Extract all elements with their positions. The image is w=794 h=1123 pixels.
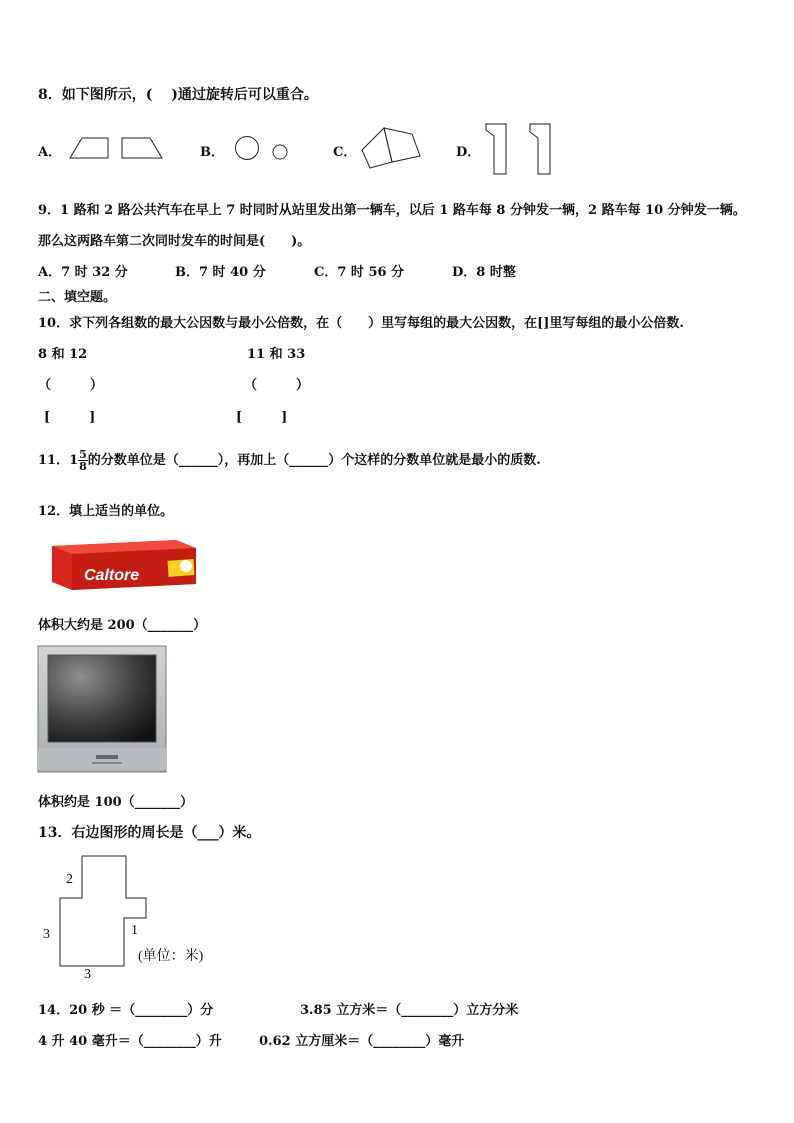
toothpaste-box-image <box>50 536 198 592</box>
q13-figure <box>38 850 228 982</box>
q9-option-b: B．7 时 40 分 <box>175 265 266 280</box>
q8-option-c-kites <box>360 124 426 172</box>
q8-option-d-shapes <box>484 122 556 178</box>
q14-d[interactable]: 0.62 立方厘米＝（________）毫升 <box>259 1034 465 1049</box>
q10-group2: 11 和 33 <box>247 347 306 362</box>
q10-gcd-blank-1[interactable]: （ ） <box>38 378 104 393</box>
q12-blank-1[interactable]: 体积大约是 200（_______） <box>38 618 207 633</box>
q10-lcm-blank-2[interactable]: [ ] <box>236 410 288 425</box>
q8-stem: 8．如下图所示，( )通过旋转后可以重合。 <box>38 87 318 103</box>
q8-option-d-label: D． <box>456 145 481 160</box>
q11-line <box>38 443 541 479</box>
q8-option-c-label: C． <box>333 145 357 160</box>
q11-number: 11．1 <box>38 453 79 468</box>
toothpaste-brand-text: Caltore <box>84 567 140 584</box>
q9-option-a: A．7 时 32 分 <box>38 265 128 280</box>
q13-label-1: 1 <box>131 923 138 938</box>
q11-fraction-denominator: 8 <box>79 460 87 473</box>
q8-option-a-trapezoids <box>68 136 168 160</box>
q9-line1: 9．1 路和 2 路公共汽车在早上 7 时同时从站里发出第一辆车，以后 1 路车每 8 分钟发一辆，2 路车每 10 分钟发一辆。 <box>38 203 746 218</box>
q8-option-b-circles <box>234 135 294 163</box>
q13-label-3-bottom: 3 <box>84 967 91 982</box>
q8-option-a-label: A． <box>38 145 62 160</box>
q9-option-d: D．8 时整 <box>452 265 516 280</box>
q9-option-c: C．7 时 56 分 <box>314 265 405 280</box>
q11-fraction <box>78 449 88 472</box>
q10-gcd-blank-2[interactable]: （ ） <box>244 378 310 393</box>
tv-image <box>38 646 168 774</box>
q13-label-3-left: 3 <box>43 927 50 942</box>
q9-line2: 那么这两路车第二次同时发车的时间是( )。 <box>38 234 311 249</box>
q13-unit-label: (单位：米) <box>138 949 204 964</box>
q11-fraction-numerator: 5 <box>79 448 87 461</box>
q10-group1: 8 和 12 <box>38 347 88 362</box>
q12-blank-2[interactable]: 体积约是 100（_______） <box>38 795 194 810</box>
section-title: 二、填空题。 <box>38 290 117 305</box>
q13-stem: 13．右边图形的周长是（___）米。 <box>38 825 261 841</box>
q10-stem: 10．求下列各组数的最大公因数与最小公倍数，在（ ）里写每组的最大公因数，在[]里写每组的最小公倍数. <box>38 316 684 331</box>
q13-label-2: 2 <box>66 872 73 887</box>
q10-lcm-blank-1[interactable]: [ ] <box>44 410 96 425</box>
q14-a[interactable]: 14．20 秒 ＝（________）分 <box>38 1003 214 1018</box>
q8-option-b-label: B． <box>200 145 224 160</box>
q11-text[interactable]: 的分数单位是（______），再加上（______）个这样的分数单位就是最小的质数. <box>87 453 541 468</box>
q14-b[interactable]: 3.85 立方米＝（________）立方分米 <box>300 1003 519 1018</box>
q12-stem: 12．填上适当的单位。 <box>38 504 174 519</box>
q14-c[interactable]: 4 升 40 毫升＝（________）升 <box>38 1034 222 1049</box>
